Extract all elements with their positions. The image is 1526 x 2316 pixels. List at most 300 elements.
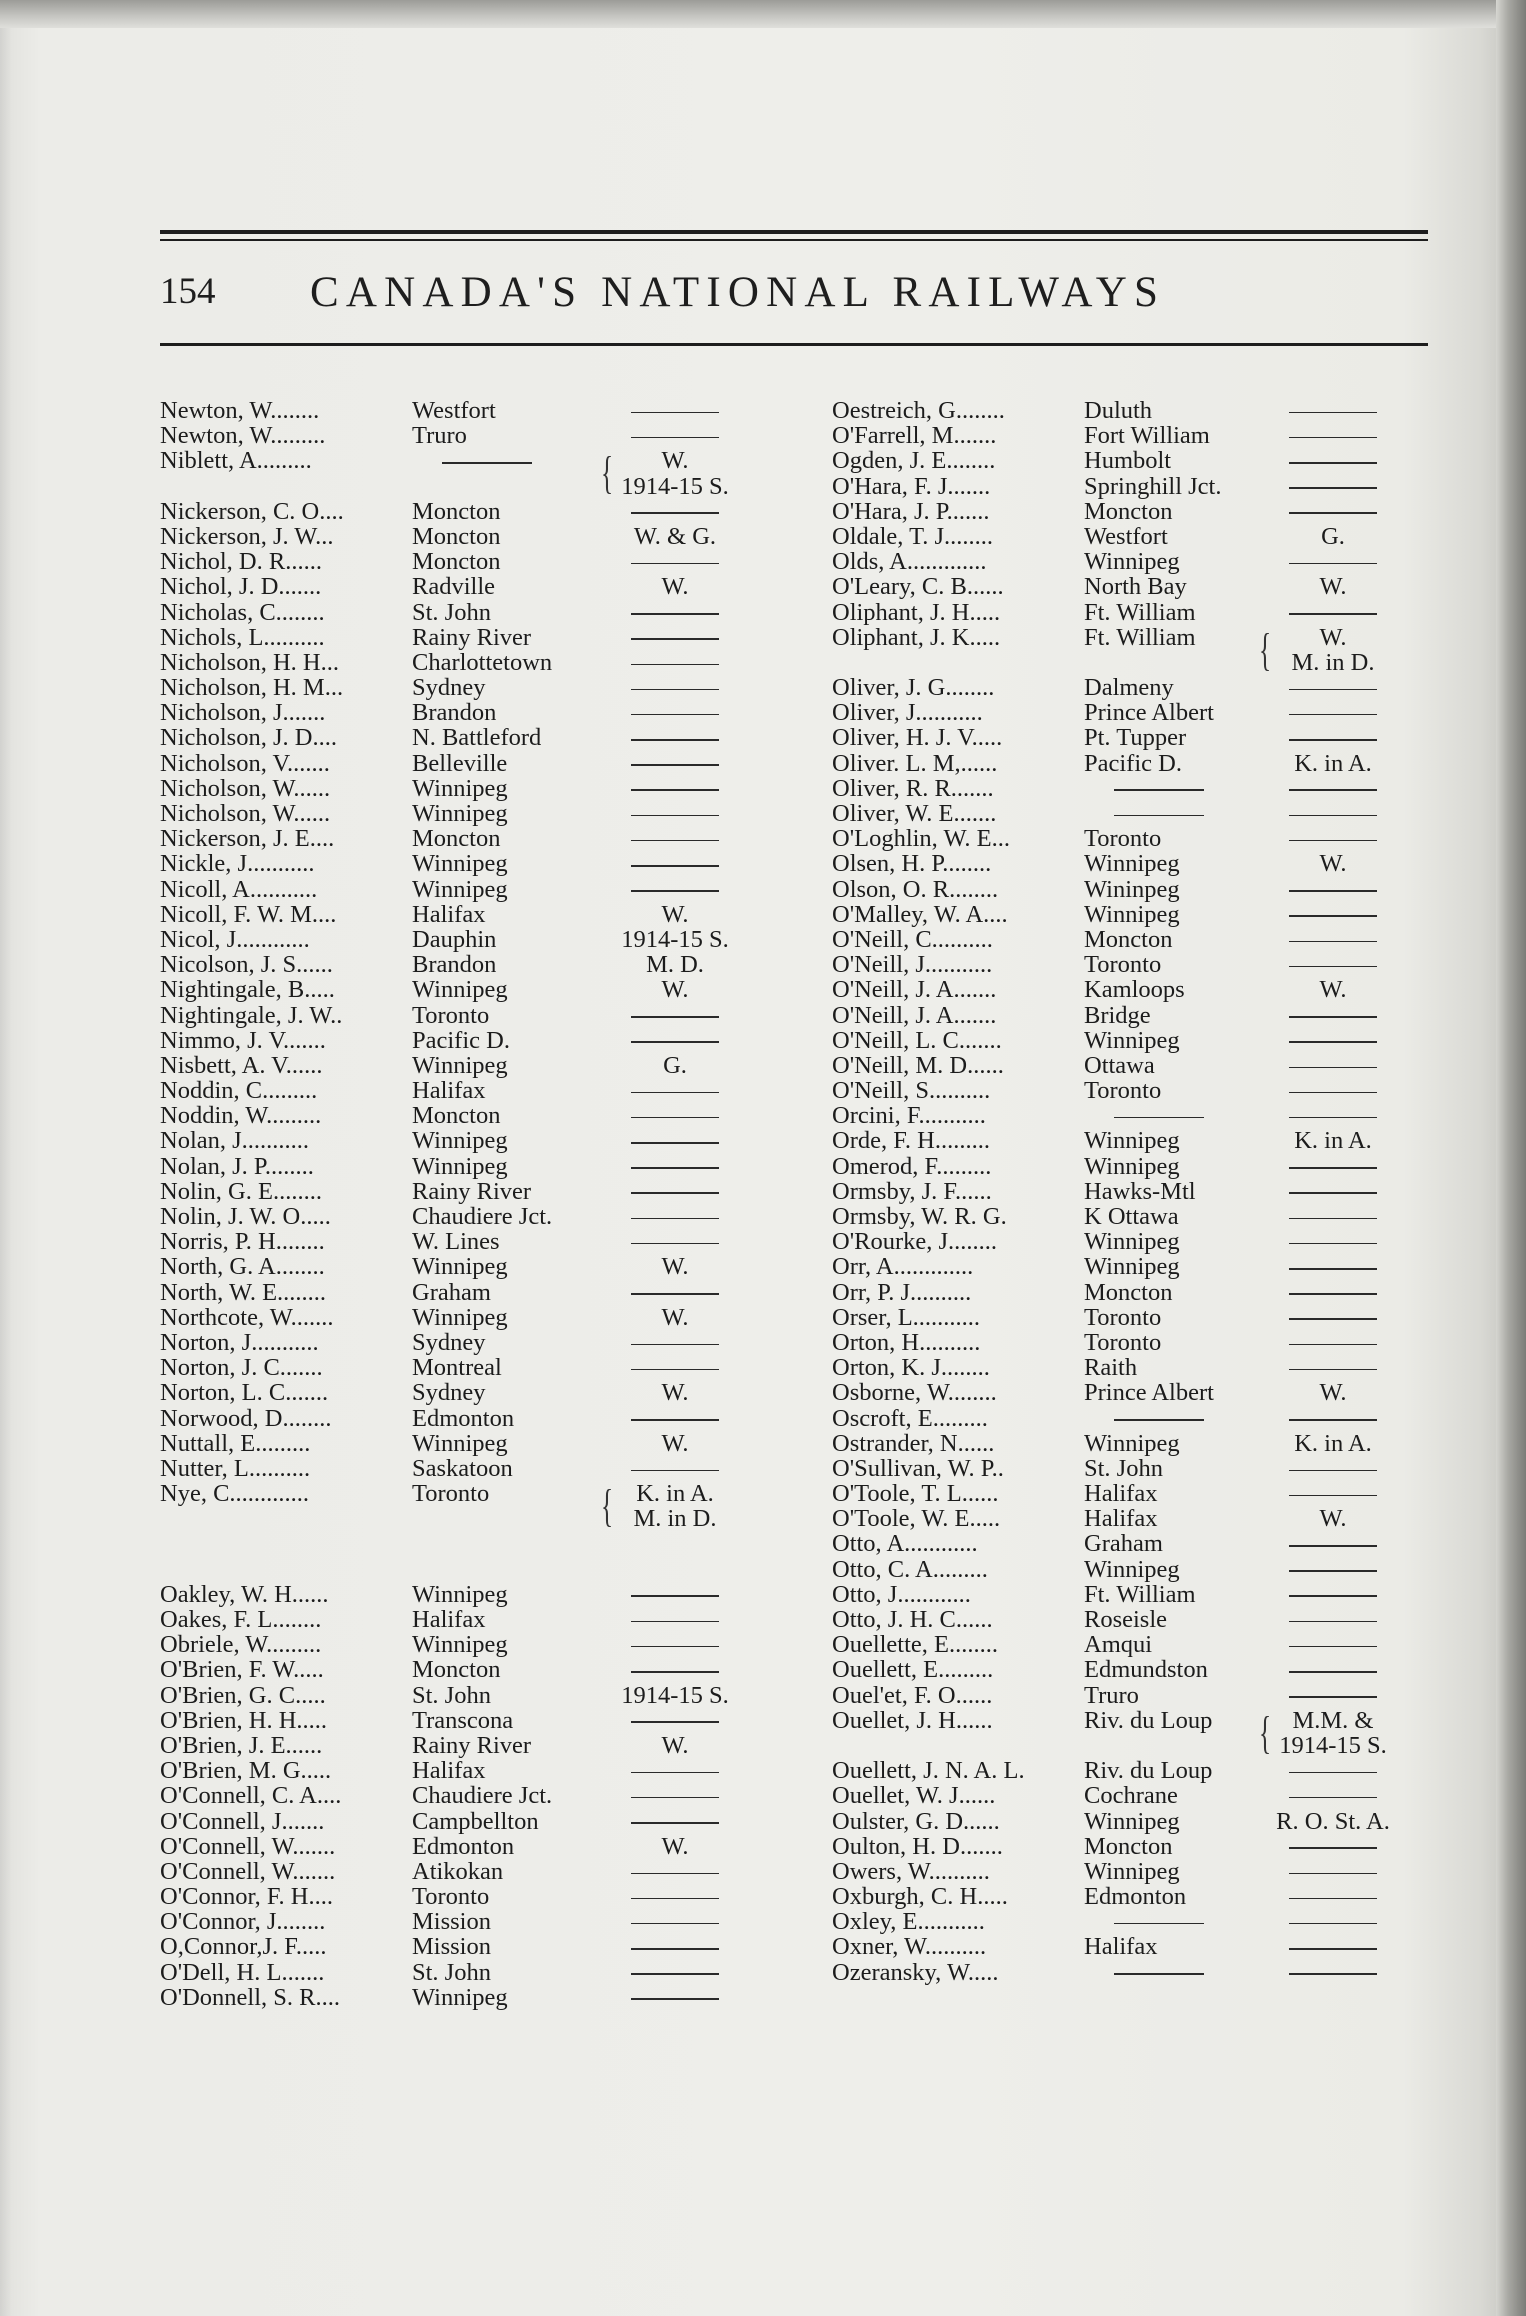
directory-row [160,977,780,1002]
station-location: Transcona [412,1706,514,1734]
service-dash [600,877,750,902]
directory-row [832,1557,1422,1582]
service-record: W. [1319,976,1347,1004]
service-dash [1258,1406,1408,1431]
directory-row [160,600,780,625]
employee-name: Ouel'et, F. O...... [832,1681,993,1709]
service-dash [600,1708,750,1733]
station-location: Toronto [1084,825,1162,853]
station-location: Mission [412,1908,491,1936]
station-location: Toronto [1084,1328,1162,1356]
service-record: W. [1319,1379,1347,1407]
station-location: Duluth [1084,397,1153,424]
station-location: Ft. William [1084,598,1196,626]
employee-name: O'Toole, T. L...... [832,1480,999,1508]
station-location: Winnipeg [412,1253,508,1281]
location-dash [1114,1103,1204,1128]
directory-row [160,1909,780,1934]
service-record: M. in D. [633,1505,717,1533]
directory-row [160,1834,780,1859]
service-dash [600,549,750,574]
employee-name: Orcini, F........... [832,1102,986,1130]
directory-row [160,751,780,776]
service-dash [600,1128,750,1153]
service-dash [1258,725,1408,750]
directory-row [832,574,1422,599]
station-location: Moncton [412,522,501,550]
service-dash [600,1154,750,1179]
directory-row [160,776,780,801]
directory-row [160,1884,780,1909]
station-location: Winnipeg [412,800,508,827]
employee-name: Nicholson, J. D.... [160,724,337,752]
directory-row [160,1229,780,1254]
employee-name: Nichols, L.......... [160,623,325,651]
directory-row [832,927,1422,952]
service-dash [1258,1783,1408,1808]
employee-name: Nuttall, E......... [160,1429,311,1457]
directory-row [832,1834,1422,1859]
page-number: 154 [160,271,216,312]
directory-row [160,1582,780,1607]
directory-row [160,1254,780,1279]
service-dash [1258,600,1408,625]
location-dash [1114,776,1204,801]
employee-name: Orser, L........... [832,1303,981,1331]
service-dash [600,826,750,851]
station-location: Winnipeg [1084,900,1180,928]
employee-name: Nolan, J........... [160,1127,310,1155]
station-location: Westfort [1084,522,1168,550]
service-dash [1258,423,1408,448]
employee-name: Orr, P. J.......... [832,1278,972,1306]
directory-row [832,1607,1422,1632]
employee-name: Nickerson, J. W... [160,522,334,550]
employee-name: O'Loghlin, W. E... [832,825,1010,853]
directory-row [832,1884,1422,1909]
directory-row [832,826,1422,851]
service-record: 1914-15 S. [1279,1731,1387,1759]
directory-row [160,1506,780,1531]
directory-row [832,1657,1422,1682]
service-record: K. in A. [636,1480,714,1508]
station-location: Edmonton [412,1832,515,1860]
directory-row [832,977,1422,1002]
directory-row [160,1204,780,1229]
employee-name: Norwood, D........ [160,1404,332,1432]
service-record: W. [661,447,689,475]
station-location: Halifax [1084,1933,1158,1961]
service-record: G. [663,1051,687,1079]
directory-row [832,1783,1422,1808]
station-location: Ottawa [1084,1051,1155,1079]
employee-name: Oliver, J........... [832,699,983,727]
directory-row [832,524,1422,549]
station-location: Moncton [1084,1832,1173,1860]
station-location: Wininpeg [1084,875,1180,903]
employee-name: O'Toole, W. E..... [832,1505,1001,1533]
service-dash [1258,1078,1408,1103]
employee-name: North, G. A........ [160,1253,325,1281]
employee-name: Norton, L. C....... [160,1379,329,1407]
employee-name: Orton, K. J........ [832,1354,990,1382]
station-location: Moncton [412,825,501,853]
directory-row [832,1330,1422,1355]
station-location: Humbolt [1084,447,1172,475]
station-location: Prince Albert [1084,699,1214,727]
employee-name: Ouellett, E......... [832,1656,994,1684]
station-location: Moncton [412,497,501,525]
directory-row [832,1254,1422,1279]
directory-row [160,1683,780,1708]
service-dash [1258,1355,1408,1380]
directory-row [160,398,780,423]
employee-name: Oakley, W. H...... [160,1580,329,1608]
directory-row [160,1632,780,1657]
service-dash [600,1103,750,1128]
service-record: G. [1321,522,1345,550]
station-location: Moncton [412,548,501,576]
station-location: St. John [412,598,491,626]
station-location: Winnipeg [412,1127,508,1155]
station-location: Moncton [412,1656,501,1684]
station-location: Winnipeg [1084,1152,1180,1180]
station-location: Halifax [412,1077,486,1105]
employee-name: Newton, W......... [160,422,326,450]
station-location: Ft. William [1084,623,1196,651]
employee-name: Oliphant, J. H..... [832,598,1001,626]
directory-row [832,1531,1422,1556]
station-location: Rainy River [412,1731,532,1759]
directory-row [832,776,1422,801]
station-location: Truro [412,422,467,450]
service-dash [1258,1330,1408,1355]
service-dash [600,1078,750,1103]
service-dash [1258,1003,1408,1028]
station-location: Winnipeg [412,1152,508,1180]
station-location: Belleville [412,749,508,777]
station-location: Pacific D. [412,1026,510,1054]
service-record: K. in A. [1294,1429,1372,1457]
directory-row [160,1607,780,1632]
service-dash [600,1355,750,1380]
directory-row [160,650,780,675]
service-dash [1258,1229,1408,1254]
employee-name: Owers, W.......... [832,1857,990,1885]
service-dash [1258,952,1408,977]
directory-row [832,1909,1422,1934]
employee-name: North, W. E........ [160,1278,327,1306]
directory-row [160,1960,780,1985]
directory-row [832,700,1422,725]
service-dash [1258,1053,1408,1078]
service-record: W. [661,1731,689,1759]
directory-row [832,1934,1422,1959]
directory-row [832,801,1422,826]
service-dash [600,1003,750,1028]
service-dash [1258,1481,1408,1506]
station-location: Edmundston [1084,1656,1208,1684]
employee-name: O'Brien, J. E...... [160,1731,323,1759]
station-location: Toronto [412,1001,490,1029]
station-location: Winnipeg [1084,1026,1180,1054]
directory-row [160,1758,780,1783]
directory-row [160,1003,780,1028]
employee-name: O'Connor, J........ [160,1908,326,1936]
service-dash [1258,1204,1408,1229]
employee-name: O'Hara, F. J....... [832,472,991,500]
service-dash [1258,1859,1408,1884]
station-location: Brandon [412,951,497,979]
station-location: Halifax [412,900,486,928]
employee-name: Otto, J............ [832,1580,971,1608]
station-location: Amqui [1084,1631,1153,1659]
employee-name: Oulton, H. D....... [832,1832,1003,1860]
service-dash [1258,700,1408,725]
station-location: Sydney [412,674,486,702]
directory-row [160,851,780,876]
service-dash [1258,1254,1408,1279]
service-dash [600,650,750,675]
service-dash [600,1456,750,1481]
employee-name: Otto, A............ [832,1530,978,1558]
directory-row [160,625,780,650]
service-dash [1258,1154,1408,1179]
employee-name: Ormsby, W. R. G. [832,1203,1007,1230]
header-rule-bottom [160,343,1428,346]
bracket-symbol: { [600,447,614,499]
employee-name: Obriele, W......... [160,1631,322,1659]
station-location: Raith [1084,1354,1138,1382]
employee-name: O'Connell, W....... [160,1857,336,1885]
station-location: Winnipeg [1084,1228,1180,1256]
directory-row [160,801,780,826]
directory-row [160,1406,780,1431]
employee-name: Oliver, J. G........ [832,674,995,702]
service-record: 1914-15 S. [621,1681,729,1709]
directory-row [832,1128,1422,1153]
station-location: Kamloops [1084,976,1185,1004]
station-location: Winnipeg [1084,1253,1180,1281]
employee-name: O'Dell, H. L....... [160,1958,325,1986]
directory-row [832,1305,1422,1330]
directory-row [160,1179,780,1204]
directory-row [160,952,780,977]
service-dash [600,851,750,876]
station-location: Mission [412,1933,491,1961]
service-dash [1258,1909,1408,1934]
service-record: W. [661,1379,689,1407]
service-dash [1258,1280,1408,1305]
service-dash [1258,1834,1408,1859]
directory-row [832,1481,1422,1506]
station-location: Riv. du Loup [1084,1757,1213,1785]
directory-row [832,1733,1422,1758]
service-record: W. [1319,573,1347,601]
service-record: W. [661,1832,689,1860]
service-record: W. [661,900,689,928]
service-dash [1258,1632,1408,1657]
station-location: Winnipeg [1084,1127,1180,1155]
directory-row [160,474,780,499]
employee-name: Oliver, W. E....... [832,800,997,827]
service-dash [600,499,750,524]
directory-row [160,1531,780,1556]
station-location: Sydney [412,1328,486,1356]
station-location: Sydney [412,1379,486,1407]
directory-row [832,1859,1422,1884]
station-location: Hawks-Mtl [1084,1177,1196,1205]
station-location: Winnipeg [412,850,508,878]
station-location: Truro [1084,1681,1139,1709]
employee-name: Nicholson, H. M... [160,674,344,702]
service-dash [600,1179,750,1204]
employee-name: O'Connell, J....... [160,1807,325,1835]
directory-row [832,1078,1422,1103]
employee-name: Niblett, A......... [160,447,312,475]
service-dash [600,1028,750,1053]
station-location: Graham [412,1278,491,1306]
service-dash [600,1204,750,1229]
service-dash [600,751,750,776]
service-dash [1258,1657,1408,1682]
station-location: Toronto [412,1883,490,1911]
employee-name: Nichol, J. D....... [160,573,322,601]
service-dash [1258,1531,1408,1556]
service-dash [600,625,750,650]
station-location: Winnipeg [412,1051,508,1079]
station-location: Bridge [1084,1001,1151,1029]
employee-name: Oscroft, E......... [832,1404,988,1432]
station-location: Graham [1084,1530,1163,1558]
employee-name: O'Malley, W. A.... [832,900,1008,928]
station-location: Brandon [412,699,497,727]
service-dash [600,398,750,423]
service-dash [600,725,750,750]
service-dash [1258,776,1408,801]
employee-name: O'Sullivan, W. P.. [832,1454,1004,1482]
employee-name: O'Neill, L. C....... [832,1026,1002,1054]
employee-name: Oakes, F. L........ [160,1606,322,1633]
station-location: Pacific D. [1084,749,1182,777]
employee-name: Ouellet, J. H...... [832,1706,993,1734]
service-dash [600,1582,750,1607]
directory-row [160,1154,780,1179]
service-dash [1258,1607,1408,1632]
station-location: Winnipeg [412,875,508,903]
directory-row [832,1003,1422,1028]
station-location: Dauphin [412,925,497,953]
service-dash [1258,398,1408,423]
employee-name: Norris, P. H........ [160,1228,325,1256]
service-record: W. [661,1429,689,1457]
station-location: Dalmeny [1084,674,1174,702]
page-title: CANADA'S NATIONAL RAILWAYS [310,269,1166,316]
service-dash [600,1229,750,1254]
employee-name: Oxburgh, C. H..... [832,1883,1008,1911]
employee-name: Nye, C............. [160,1480,310,1508]
service-record: W. [1319,1505,1347,1533]
employee-name: O'Neill, C.......... [832,925,993,953]
directory-row [160,725,780,750]
station-location: Cochrane [1084,1782,1178,1810]
station-location: Winnipeg [412,1580,508,1608]
directory-row [160,1708,780,1733]
employee-name: Noddin, C......... [160,1077,318,1105]
service-dash [600,1607,750,1632]
directory-row [832,1809,1422,1834]
directory-row [832,1229,1422,1254]
directory-row [832,1103,1422,1128]
employee-name: O'Neill, M. D...... [832,1051,1004,1079]
station-location: Moncton [412,1102,501,1130]
employee-name: Nicholson, W...... [160,800,331,827]
service-dash [1258,1179,1408,1204]
station-location: Fort William [1084,422,1210,450]
service-dash [1258,801,1408,826]
service-dash [1258,1305,1408,1330]
directory-row [832,423,1422,448]
directory-row [160,1103,780,1128]
service-record: W. [661,1303,689,1331]
directory-row [832,1582,1422,1607]
station-location: St. John [412,1958,491,1986]
directory-row [160,1305,780,1330]
station-location: Westfort [412,397,496,424]
directory-row [832,1154,1422,1179]
station-location: K Ottawa [1084,1203,1179,1230]
service-dash [1258,448,1408,473]
directory-row [832,1204,1422,1229]
employee-name: Nicholson, J....... [160,699,326,727]
employee-name: Nickle, J........... [160,850,315,878]
employee-name: O'Neill, J........... [832,951,993,979]
station-location: Winnipeg [1084,1429,1180,1457]
employee-name: Olson, O. R........ [832,875,999,903]
station-location: Chaudiere Jct. [412,1782,553,1810]
employee-name: O'Leary, C. B...... [832,573,1004,601]
employee-name: Nolin, J. W. O..... [160,1203,331,1230]
station-location: Saskatoon [412,1454,513,1482]
station-location: Montreal [412,1354,502,1382]
employee-name: O'Brien, F. W..... [160,1656,324,1684]
employee-name: Orde, F. H......... [832,1127,990,1155]
directory-row [832,499,1422,524]
employee-name: Norton, J. C....... [160,1354,323,1382]
service-dash [1258,877,1408,902]
bracket-symbol: { [1258,1706,1272,1758]
service-record: R. O. St. A. [1276,1807,1390,1835]
directory-row [832,1683,1422,1708]
directory-row [160,700,780,725]
employee-name: Nicolson, J. S...... [160,951,333,979]
employee-name: Oliver, H. J. V..... [832,724,1003,752]
service-dash [600,1330,750,1355]
service-dash [600,1960,750,1985]
employee-name: Olds, A............. [832,548,987,576]
employee-name: O'Neill, J. A....... [832,976,997,1004]
service-record: W. [661,1253,689,1281]
directory-row [832,650,1422,675]
station-location: Winnipeg [412,774,508,802]
employee-name: Nicholson, H. H... [160,648,339,676]
station-location: Toronto [1084,1077,1162,1105]
employee-name: O'Brien, G. C..... [160,1681,326,1709]
employee-name: O'Connor, F. H.... [160,1883,333,1911]
directory-row [832,1280,1422,1305]
service-dash [1258,675,1408,700]
employee-name: O'Farrell, M....... [832,422,997,450]
